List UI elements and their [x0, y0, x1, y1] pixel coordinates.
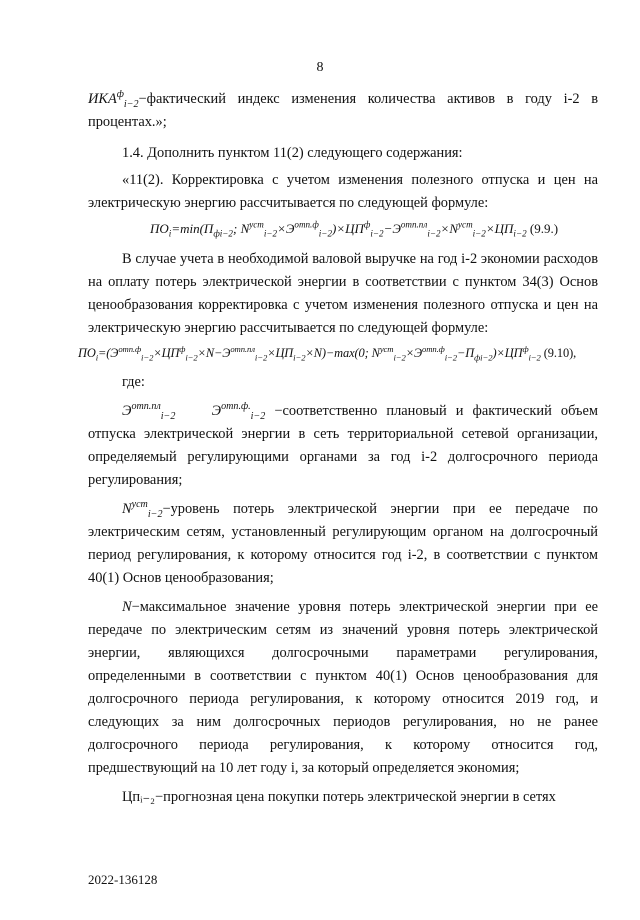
formula-9-9-body: $ПО_i=\min(П_{фi-2}$; $N^{уст}_{i-2}\times Э^{отп.ф}_{i-2})\times ЦП^ф_{i-2}-Э^{отп.пл}_{i-2}\times N^{уст}_{i-2}\times ЦП_{i-2}$	[150, 219, 527, 239]
footer-code: 2022-136128	[88, 872, 158, 887]
definition-n-ust-text: −уровень потерь электрической энергии при ее передаче по электрическим сетям, установленный регулирующим органом на долгосрочный период регулирования, к которому относится год i-2, в соответствии с пунктом 40(1) Основ ценообразования;	[88, 501, 598, 586]
page-number: 8	[316, 60, 324, 75]
formula-9-10-number: (9.10),	[543, 346, 577, 360]
definition-e-otp-text: −соответственно плановый и фактический объем отпуска электрической энергии в сеть территориальной сетевой организации, определяемый регулирующими органами за год i-2 долгосрочного периода регулирования;	[88, 403, 598, 488]
definition-n-ust: $N^{уст}_{i-2}-уровень$ потерь электрической энергии при ее передаче по электрическим сетям, установленный регулирующим органом на долгосрочный период регулирования, к которому относится год i-2, в соответствии с пунктом 40(1) Основ ценообразования;	[88, 499, 598, 586]
paragraph-ika: $ИКА^ф_{i-2}-фактический$ индекс изменения количества активов в году i-2 в процентах.»;	[88, 89, 598, 130]
ika-symbol: ИКА	[88, 91, 117, 107]
n-symbol: N	[122, 599, 132, 615]
formula-9-9	[88, 217, 598, 240]
formula-9-9-number: (9.9.)	[529, 221, 559, 236]
formula-9-10	[78, 342, 598, 365]
definition-n-max-text: −максимальное значение уровня потерь электрической энергии при ее передаче по электрическим сетям из значений уровня потерь электрической энергии, являющихся долгосрочными параметрами регулирования, определенными в соответствии с пунктом 40(1) Основ ценообразования для долгосрочного периода регулирования, к которому относится 2019 год, и следующих за ним долгосрочных периодов регулирования, но не ранее долгосрочного периода регулирования, к которому относится год, предшествующий на 10 лет году i, за который определяется экономия;	[88, 599, 598, 776]
paragraph-1-4: 1.4. Дополнить пунктом 11(2) следующего содержания:	[122, 145, 463, 161]
paragraph-11-2: «11(2). Корректировка с учетом изменения полезного отпуска и цен на электрическую энергию рассчитывается по следующей формуле:	[88, 172, 598, 211]
document-body	[78, 88, 598, 809]
formula-9-10-body: $ПО_i=(Э^{отп.ф}_{i-2}\times ЦП^ф_{i-2}\times N-Э^{отп.пл}_{i-2}\times ЦП_{i-2}\times N)-\max(0$; $N^{уст}_{i-2}\times Э^{отп.ф}_{i-2}-П_{фi-2})\times ЦП^ф_{i-2}$	[78, 343, 541, 363]
ika-definition: −фактический индекс изменения количества активов в году i-2 в процентах.»;	[88, 91, 598, 130]
paragraph-economy: В случае учета в необходимой валовой выручке на год i-2 экономии расходов на оплату потерь электрической энергии в соответствии с пунктом 34(3) Основ ценообразования корректировка с учетом изменения полезного отпуска и цен на электрическую энергию рассчитывается по следующей формуле:	[88, 251, 598, 336]
definition-n-max	[88, 596, 598, 780]
where-label: где:	[122, 374, 145, 390]
definition-e-otp: $Э^{отп.пл}_{i-2}$ $Э^{отп.ф.}_{i-2}$ −соответственно плановый и фактический объем отпуска электрической энергии в сеть территориальной сетевой организации, определяемый регулирующими органами за год i-2 долгосрочного периода регулирования;	[88, 401, 598, 488]
definition-tsp: Цпᵢ₋₂−прогнозная цена покупки потерь электрической энергии в сетях	[122, 789, 556, 805]
